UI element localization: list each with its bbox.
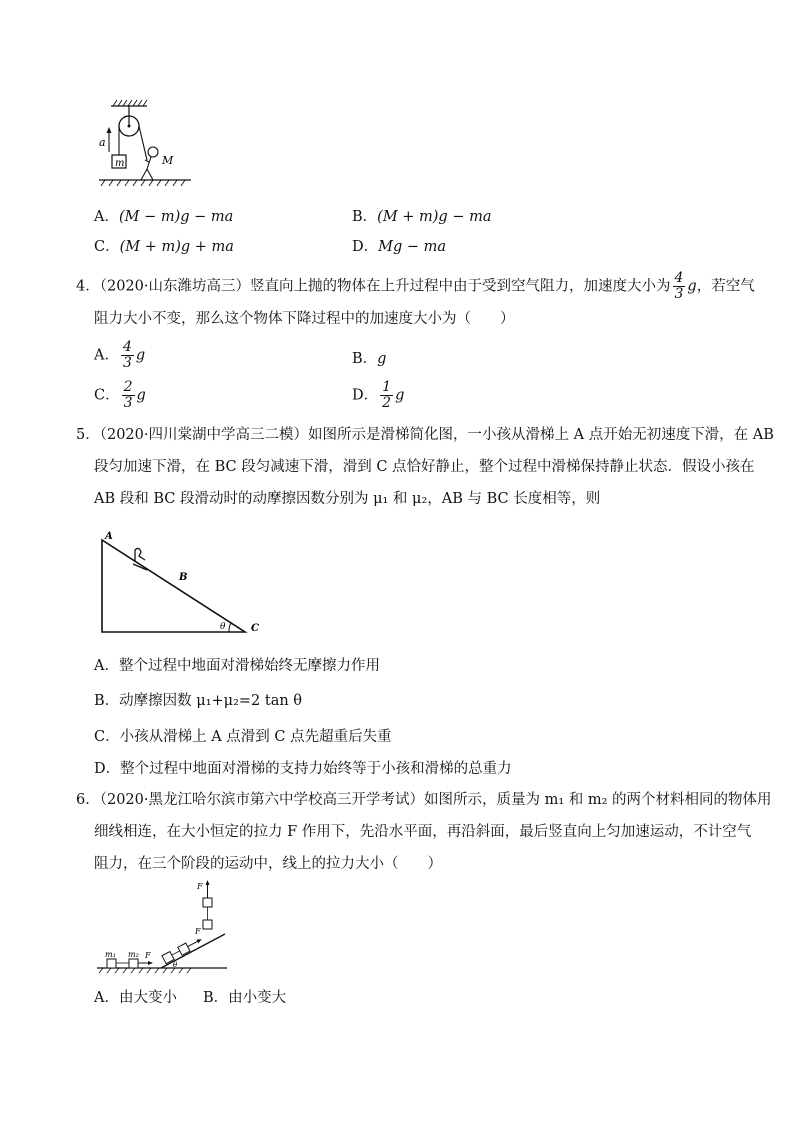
q5-stem-line1 [76, 424, 774, 446]
q5-option-c-text: 小孩从滑梯上 A 点滑到 C 点先超重后失重 [119, 729, 392, 745]
q5-option-a-text: 整个过程中地面对滑梯始终无摩擦力作用 [118, 658, 380, 674]
q4-number: 4． [76, 278, 100, 295]
q4-stem-line2: 阻力大小不变，那么这个物体下降过程中的加速度大小为（ ） [94, 311, 515, 327]
q6-label-F-horizontal: F [145, 951, 151, 960]
q3-label-M: M [162, 154, 174, 167]
q4-stem-fraction: $\frac{4}{3}$ [674, 270, 684, 302]
q4-option-a-var: g [135, 347, 146, 364]
q4-option-c[interactable] [94, 380, 146, 411]
q4-stem-line1 [76, 271, 755, 302]
q5-option-b-label: B． [94, 693, 120, 709]
q3-option-b[interactable] [352, 205, 491, 226]
q4-option-a[interactable] [94, 340, 145, 371]
q5-option-d-label: D． [94, 761, 121, 777]
q5-option-a[interactable] [94, 654, 380, 675]
q4-option-b[interactable] [352, 347, 386, 368]
q4-option-d-label: D． [352, 387, 379, 404]
q4-option-d-var: g [395, 387, 405, 404]
q3-option-d-text: Mg − ma [378, 239, 447, 255]
q5-option-b-text: 动摩擦因数 μ₁+μ₂=2 tan θ [119, 693, 303, 709]
q3-label-m: m [115, 158, 125, 169]
q4-option-b-var: g [377, 351, 387, 367]
q5-option-a-label: A． [94, 658, 119, 674]
q3-option-b-text: (M + m)g − ma [377, 209, 492, 225]
q4-option-d[interactable] [352, 380, 404, 411]
q4-source: （2020·山东潍坊高三） [99, 278, 250, 295]
q4-stem-g: g [687, 278, 697, 295]
q6-stem-line1 [76, 789, 772, 811]
q6-label-F-vertical: F [197, 882, 203, 891]
q3-option-c-text: (M + m)g + ma [119, 239, 234, 255]
q6-label-m2: m₂ [128, 950, 139, 959]
q6-option-b-label: B． [203, 990, 229, 1006]
q3-option-c-label: C． [94, 239, 120, 255]
q4-option-c-fraction: $\frac{2}{3}$ [123, 379, 133, 411]
q3-option-a-label: A． [94, 209, 119, 225]
q5-slide-figure [95, 528, 270, 638]
q4-option-a-fraction: $\frac{4}{3}$ [122, 339, 132, 371]
q6-option-b-text: 由小变大 [228, 990, 287, 1006]
q6-line1: 如图所示，质量为 m₁ 和 m₂ 的两个材料相同的物体用 [424, 792, 772, 808]
q3-label-a: a [99, 136, 106, 149]
q6-source: （2020·黑龙江哈尔滨市第六中学校高三开学考试） [99, 792, 424, 808]
q3-option-a[interactable] [94, 205, 233, 226]
q5-label-theta: θ [220, 622, 226, 632]
q5-stem-line3: AB 段和 BC 段滑动时的动摩擦因数分别为 μ₁ 和 μ₂，AB 与 BC 长度相等，则 [94, 491, 601, 507]
q3-option-d-label: D． [352, 239, 379, 255]
q6-option-a-text: 由大变小 [118, 990, 177, 1006]
q4-stem-part1: 竖直向上抛的物体在上升过程中由于受到空气阻力，加速度大小为 [250, 278, 671, 295]
q6-option-a[interactable] [94, 986, 177, 1007]
q5-label-A: A [105, 531, 113, 542]
q6-label-F-incline: F [195, 927, 201, 936]
q6-option-b[interactable] [203, 986, 286, 1007]
q5-line1: 如图所示是滑梯简化图，一小孩从滑梯上 A 点开始无初速度下滑，在 AB [308, 427, 774, 443]
q6-stem-line3: 阻力，在三个阶段的运动中，线上的拉力大小（ ） [94, 856, 442, 872]
q4-stem-part2: ，若空气 [696, 278, 755, 295]
q6-motion-figure [95, 876, 235, 976]
q5-stem-line2: 段匀加速下滑，在 BC 段匀减速下滑，滑到 C 点恰好静止，整个过程中滑梯保持静止状态．假设小孩在 [94, 459, 755, 475]
q5-source: （2020·四川棠湖中学高三二模） [99, 427, 308, 443]
q5-label-B: B [179, 572, 188, 583]
q5-option-d-text: 整个过程中地面对滑梯的支持力始终等于小孩和滑梯的总重力 [120, 761, 512, 777]
q4-option-a-label: A． [94, 347, 119, 364]
q3-option-c[interactable] [94, 235, 234, 256]
q6-option-a-label: A． [94, 990, 119, 1006]
q3-option-d[interactable] [352, 235, 446, 256]
q6-label-m1: m₁ [105, 950, 116, 959]
q5-option-c-label: C． [94, 729, 120, 745]
q4-option-b-label: B． [352, 351, 378, 367]
q5-number: 5． [76, 427, 100, 443]
q5-option-b[interactable] [94, 689, 302, 710]
q4-option-c-var: g [136, 387, 146, 404]
q6-stem-line2: 细线相连，在大小恒定的拉力 F 作用下，先沿水平面，再沿斜面，最后竖直向上匀加速运动，不计空气 [94, 824, 752, 840]
q5-label-C: C [251, 623, 259, 634]
q6-label-theta: θ [173, 961, 178, 969]
q5-option-c[interactable] [94, 725, 392, 746]
q3-option-a-text: (M − m)g − ma [118, 209, 234, 225]
q4-option-c-label: C． [94, 387, 120, 404]
q3-option-b-label: B． [352, 209, 378, 225]
q4-option-d-fraction: $\frac{1}{2}$ [382, 379, 392, 411]
q3-pulley-figure [95, 96, 205, 188]
q5-option-d[interactable] [94, 757, 512, 778]
q6-number: 6． [76, 792, 100, 808]
